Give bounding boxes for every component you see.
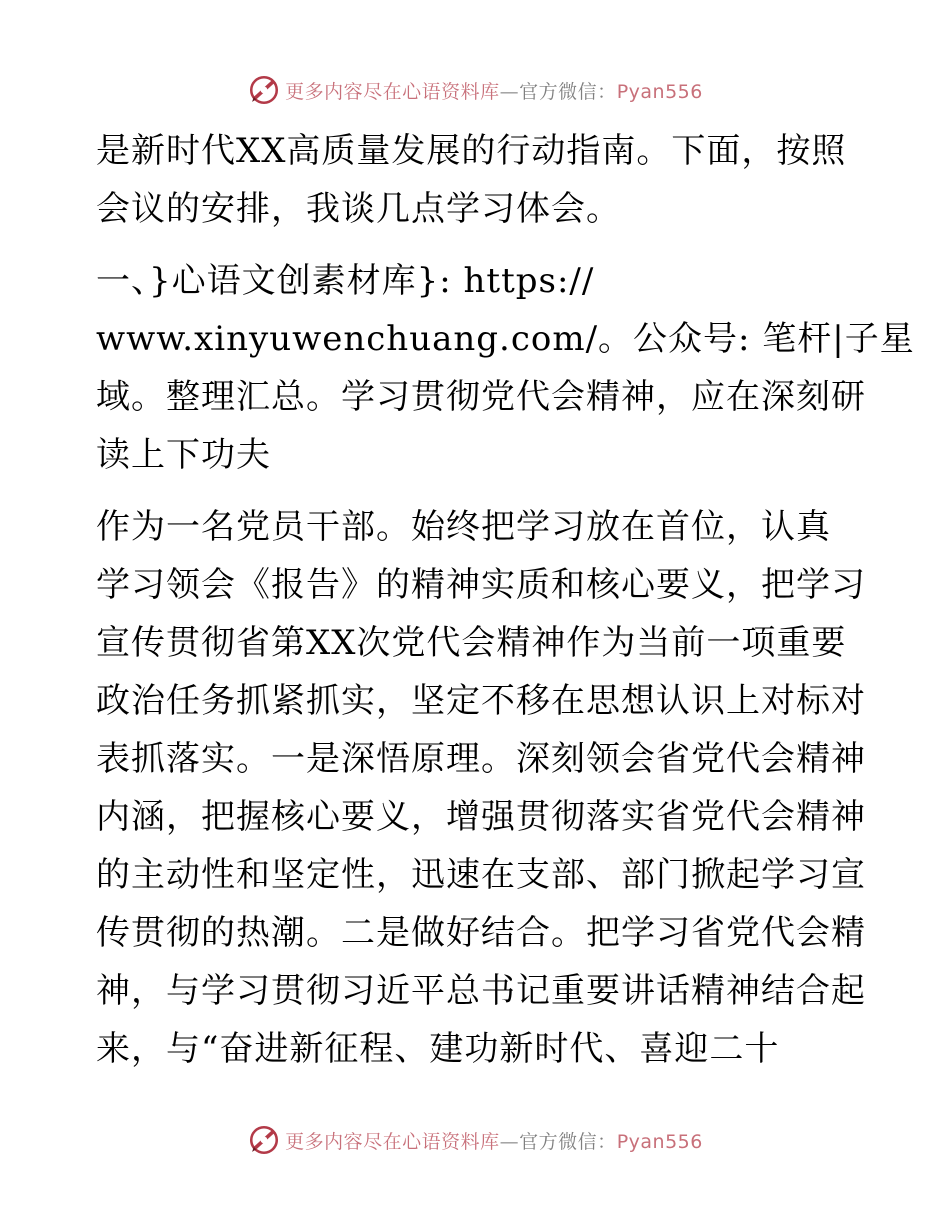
paragraph-3	[96, 498, 866, 1078]
watermark-text: 更多内容尽在心语资料库—官方微信：Pyan556	[285, 80, 703, 103]
paragraph-2	[96, 252, 915, 484]
text-line: 的主动性和坚定性，迅速在支部、部门掀起学习宣	[96, 855, 866, 895]
text-line: 域。整理汇总。学习贯彻党代会精神，应在深刻研	[96, 377, 866, 417]
text-line: 读上下功夫	[96, 435, 271, 475]
ribbon-pen-logo-icon	[247, 73, 281, 107]
header-watermark	[0, 68, 950, 112]
paragraph-1	[96, 122, 856, 238]
text-line: 政治任务抓紧抓实，坚定不移在思想认识上对标对	[96, 681, 866, 721]
text-line: 作为一名党员干部。始终把学习放在首位，认真	[96, 507, 831, 547]
text-line: 学习领会《报告》的精神实质和核心要义，把学习	[96, 565, 866, 605]
document-body	[96, 122, 915, 1078]
text-line: 传贯彻的热潮。二是做好结合。把学习省党代会精	[96, 913, 866, 953]
text-line: www.xinyuwenchuang.com/。公众号: 笔杆|子星	[96, 319, 915, 359]
watermark-text: 更多内容尽在心语资料库—官方微信：Pyan556	[285, 1130, 703, 1153]
text-line: 表抓落实。一是深悟原理。深刻领会省党代会精神	[96, 739, 866, 779]
footer-watermark	[0, 1118, 950, 1162]
text-line: 是新时代XX高质量发展的行动指南。下面，按照	[96, 131, 847, 171]
text-line: 神，与学习贯彻习近平总书记重要讲话精神结合起	[96, 971, 866, 1011]
section-heading-line: 一、}心语文创素材库}: https://	[96, 261, 595, 301]
text-line: 内涵，把握核心要义，增强贯彻落实省党代会精神	[96, 797, 866, 837]
text-line: 会议的安排，我谈几点学习体会。	[96, 189, 621, 229]
ribbon-pen-logo-icon	[247, 1123, 281, 1157]
text-line: 宣传贯彻省第XX次党代会精神作为当前一项重要	[96, 623, 847, 663]
text-line: 来，与“奋进新征程、建功新时代、喜迎二十	[96, 1029, 780, 1069]
